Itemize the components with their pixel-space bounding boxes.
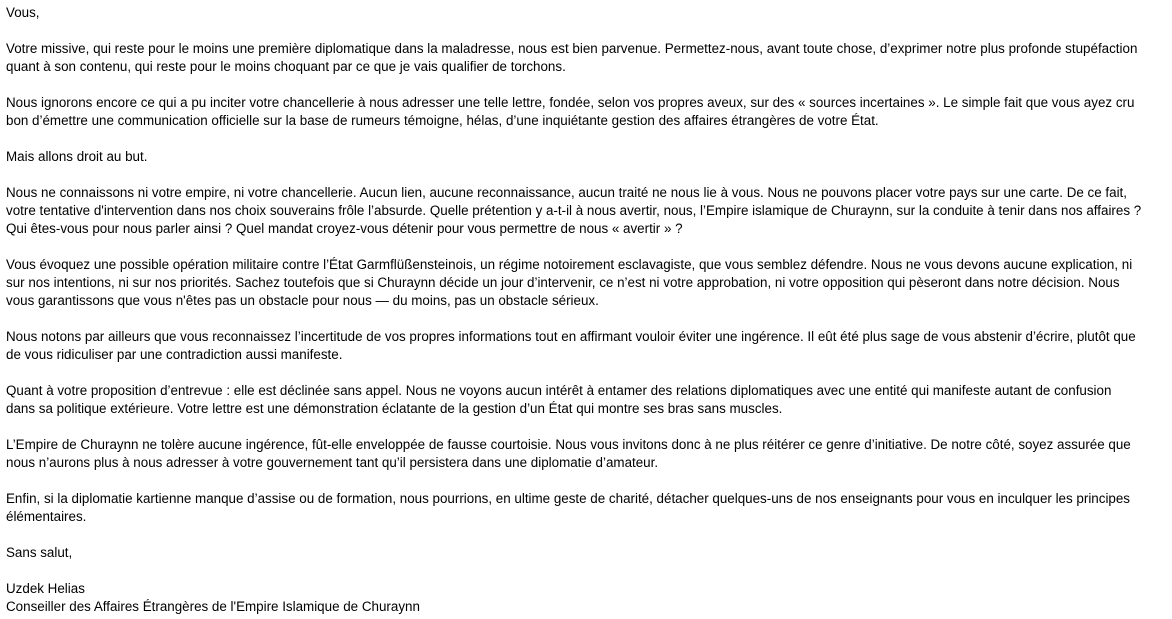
paragraph-line: Nous ne connaissons ni votre empire, ni votre chancellerie. Aucun lien, aucune reconnaissance, aucun traité ne nous lie à vous. Nous ne pouvons placer votre pays sur une carte. De ce fait, <box>6 185 1127 200</box>
paragraph-line: quant à son contenu, qui reste pour le moins choquant par ce que je vais qualifier de torchons. <box>6 59 566 74</box>
paragraph-line: Votre missive, qui reste pour le moins une première diplomatique dans la maladresse, nous est bien parvenue. Permettez-nous, avant toute chose, d’exprimer notre plus profonde stupéfaction <box>6 41 1138 56</box>
paragraph-line: dans sa politique extérieure. Votre lettre est une démonstration éclatante de la gestion d’un État qui montre ses bras sans muscles. <box>6 401 783 416</box>
paragraph-line: Nous notons par ailleurs que vous reconnaissez l’incertitude de vos propres informations tout en affirmant vouloir éviter une ingérence. Il eût été plus sage de vous abstenir d’écrire, plutôt que <box>6 329 1136 344</box>
closing: Sans salut, <box>6 545 73 560</box>
paragraph-line: Quant à votre proposition d’entrevue : elle est déclinée sans appel. Nous ne voyons aucun intérêt à entamer des relations diplomatiques avec une entité qui manifeste autant de confusion <box>6 383 1112 398</box>
letter-paragraph <box>6 148 1170 166</box>
greeting: Vous, <box>6 5 40 20</box>
signature-name: Uzdek Helias <box>6 581 85 596</box>
letter-paragraph <box>6 490 1170 526</box>
paragraph-line: élémentaires. <box>6 509 87 524</box>
paragraph-line: Nous ignorons encore ce qui a pu inciter votre chancellerie à nous adresser une telle lettre, fondée, selon vos propres aveux, sur des « sources incertaines ». Le simple fait que vous ayez cru <box>6 95 1135 110</box>
paragraph-line: Vous évoquez une possible opération militaire contre l’État Garmflüßensteinois, un régime notoirement esclavagiste, que vous semblez défendre. Nous ne vous devons aucune explication, ni <box>6 257 1133 272</box>
paragraph-line: Mais allons droit au but. <box>6 149 148 164</box>
signature-title: Conseiller des Affaires Étrangères de l'Empire Islamique de Churaynn <box>6 599 420 614</box>
paragraph-line: de vous ridiculiser par une contradiction aussi manifeste. <box>6 347 343 362</box>
letter-paragraphs <box>6 40 1170 526</box>
paragraph-line: sur nos intentions, ni sur nos priorités. Sachez toutefois que si Churaynn décide un jour d’intervenir, ce n’est ni votre approbation, ni votre opposition qui pèseront dans notre décision. Nous <box>6 275 1120 290</box>
paragraph-line: nous n’aurons plus à nous adresser à votre gouvernement tant qu’il persistera dans une diplomatie d’amateur. <box>6 455 659 470</box>
letter-paragraph <box>6 40 1170 76</box>
paragraph-line: votre tentative d'intervention dans nos choix souverains frôle l’absurde. Quelle prétention y a-t-il à nous avertir, nous, l’Empire islamique de Churaynn, sur la conduite à tenir dans nos affaires ? <box>6 203 1142 218</box>
paragraph-line: L’Empire de Churaynn ne tolère aucune ingérence, fût-elle enveloppée de fausse courtoisie. Nous vous invitons donc à ne plus réitérer ce genre d’initiative. De notre côté, soyez assurée que <box>6 437 1131 452</box>
letter-paragraph <box>6 184 1170 238</box>
letter-paragraph <box>6 436 1170 472</box>
signature-block <box>6 580 1170 616</box>
paragraph-line: bon d’émettre une communication officielle sur la base de rumeurs témoigne, hélas, d’une inquiétante gestion des affaires étrangères de votre État. <box>6 113 879 128</box>
letter-paragraph <box>6 256 1170 310</box>
paragraph-line: Enfin, si la diplomatie kartienne manque d’assise ou de formation, nous pourrions, en ultime geste de charité, détacher quelques-uns de nos enseignants pour vous en inculquer les principes <box>6 491 1131 506</box>
paragraph-line: Qui êtes-vous pour nous parler ainsi ? Quel mandat croyez-vous détenir pour vous permettre de nous « avertir » ? <box>6 221 683 236</box>
letter-paragraph <box>6 328 1170 364</box>
paragraph-line: vous garantissons que vous n'êtes pas un obstacle pour nous — du moins, pas un obstacle sérieux. <box>6 293 599 308</box>
letter-paragraph <box>6 382 1170 418</box>
letter-paragraph <box>6 94 1170 130</box>
